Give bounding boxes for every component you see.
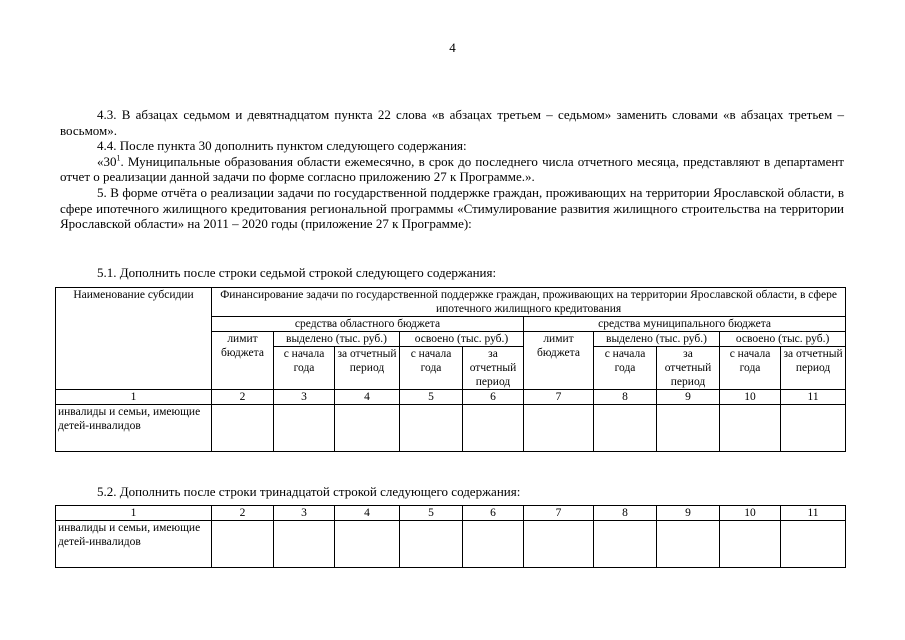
p30-prefix: «30	[97, 153, 117, 169]
page-number: 4	[449, 40, 456, 55]
col-number: 11	[781, 506, 846, 521]
header-from-start: с начала года	[400, 347, 463, 390]
paragraph-30-1	[60, 154, 844, 185]
empty-cell	[657, 521, 720, 568]
col-number: 3	[274, 390, 335, 405]
caption-5-1: 5.1. Дополнить после строки седьмой строкой следующего содержания:	[97, 265, 497, 280]
col-number: 9	[657, 390, 720, 405]
report-table-1	[55, 287, 846, 452]
empty-cell	[463, 521, 524, 568]
col-number: 7	[524, 506, 594, 521]
header-regional-budget: средства областного бюджета	[212, 317, 524, 332]
header-from-start: с начала года	[274, 347, 335, 390]
col-number: 10	[720, 506, 781, 521]
col-number: 1	[56, 506, 212, 521]
empty-cell	[720, 405, 781, 452]
empty-cell	[212, 521, 274, 568]
col-number: 2	[212, 506, 274, 521]
empty-cell	[594, 521, 657, 568]
header-financing: Финансирование задачи по государственной поддержке граждан, проживающих на территории Ярославской области, в сфере ипотечного жилищного кредитования	[212, 288, 846, 317]
header-allocated: выделено (тыс. руб.)	[274, 332, 400, 347]
col-number: 11	[781, 390, 846, 405]
header-developed: освоено (тыс. руб.)	[400, 332, 524, 347]
empty-cell	[524, 521, 594, 568]
col-number: 5	[400, 390, 463, 405]
row-label: инвалиды и семьи, имеющие детей-инвалидов	[56, 405, 212, 452]
header-limit: лимит бюджета	[524, 332, 594, 390]
empty-cell	[335, 521, 400, 568]
document-body	[60, 107, 844, 232]
col-number: 7	[524, 390, 594, 405]
empty-cell	[274, 405, 335, 452]
header-period: за отчетный период	[463, 347, 524, 390]
empty-cell	[335, 405, 400, 452]
col-number: 6	[463, 506, 524, 521]
empty-cell	[400, 521, 463, 568]
col-number: 9	[657, 506, 720, 521]
empty-cell	[524, 405, 594, 452]
empty-cell	[274, 521, 335, 568]
empty-cell	[212, 405, 274, 452]
empty-cell	[594, 405, 657, 452]
empty-cell	[781, 521, 846, 568]
caption-5-2: 5.2. Дополнить после строки тринадцатой строкой следующего содержания:	[97, 484, 521, 499]
header-period: за отчетный период	[781, 347, 846, 390]
empty-cell	[400, 405, 463, 452]
empty-cell	[463, 405, 524, 452]
p30-text: . Муниципальные образования области ежемесячно, в срок до последнего числа отчетного месяца, представляют в департамент отчет о реализации данной задачи по форме согласно приложению 27 к Программе.».	[60, 153, 844, 185]
col-number: 3	[274, 506, 335, 521]
header-from-start: с начала года	[594, 347, 657, 390]
table-row	[56, 521, 846, 568]
col-number: 10	[720, 390, 781, 405]
table-row	[56, 405, 846, 452]
empty-cell	[720, 521, 781, 568]
row-label: инвалиды и семьи, имеющие детей-инвалидов	[56, 521, 212, 568]
header-period: за отчетный период	[335, 347, 400, 390]
header-municipal-budget: средства муниципального бюджета	[524, 317, 846, 332]
col-number: 4	[335, 390, 400, 405]
header-period: за отчетный период	[657, 347, 720, 390]
col-number: 6	[463, 390, 524, 405]
col-number: 8	[594, 506, 657, 521]
col-number: 5	[400, 506, 463, 521]
paragraph-4-3: 4.3. В абзацах седьмом и девятнадцатом пункта 22 слова «в абзацах третьем – седьмом» заменить словами «в абзацах третьем – восьмом».	[60, 107, 844, 138]
empty-cell	[657, 405, 720, 452]
col-number: 4	[335, 506, 400, 521]
column-number-row	[56, 390, 846, 405]
header-limit: лимит бюджета	[212, 332, 274, 390]
header-allocated: выделено (тыс. руб.)	[594, 332, 720, 347]
header-developed: освоено (тыс. руб.)	[720, 332, 846, 347]
column-number-row	[56, 506, 846, 521]
p30-superscript: 1	[116, 153, 121, 163]
col-number: 1	[56, 390, 212, 405]
col-number: 8	[594, 390, 657, 405]
col-number: 2	[212, 390, 274, 405]
header-from-start: с начала года	[720, 347, 781, 390]
report-table-2	[55, 505, 846, 568]
empty-cell	[781, 405, 846, 452]
header-subsidy-name: Наименование субсидии	[56, 288, 212, 390]
paragraph-5: 5. В форме отчёта о реализации задачи по государственной поддержке граждан, проживающих на территории Ярославской области, в сфере ипотечного жилищного кредитования региональной программы «Стимулирование развития жилищного строительства на территории Ярославской области» на 2011 – 2020 годы (приложение 27 к Программе):	[60, 184, 844, 232]
paragraph-4-4: 4.4. После пункта 30 дополнить пунктом следующего содержания:	[97, 138, 467, 154]
